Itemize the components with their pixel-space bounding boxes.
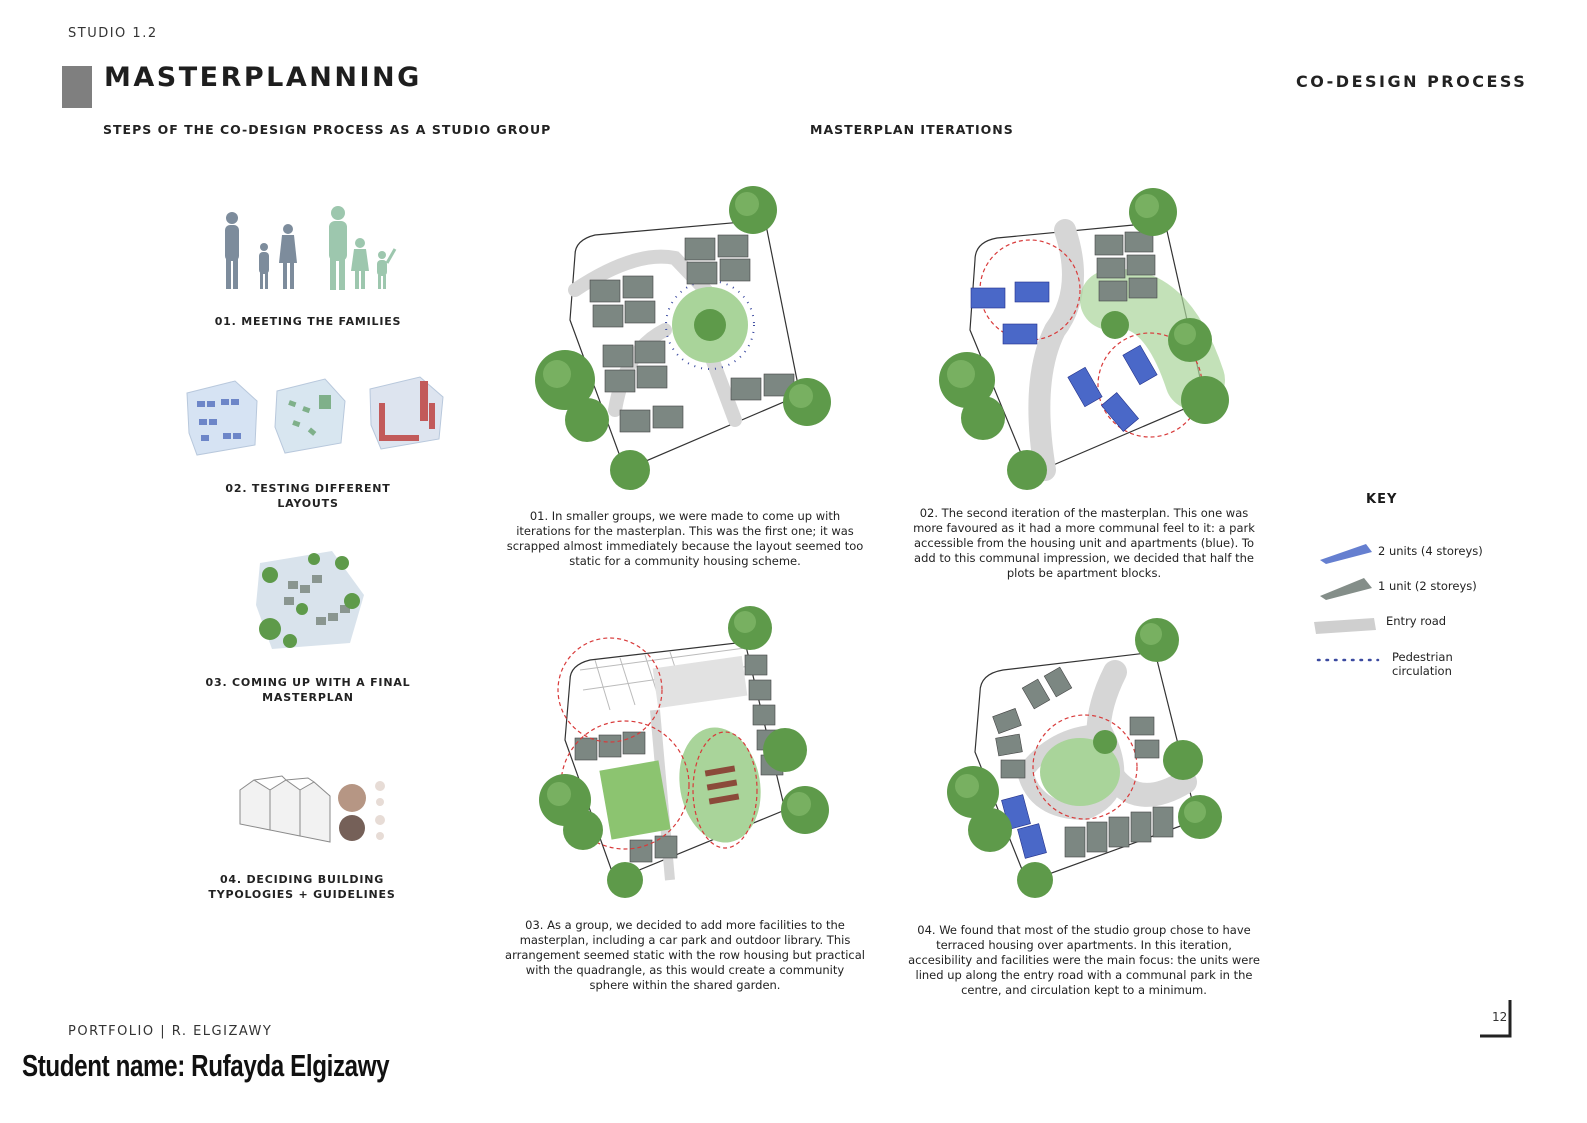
masterplan-iteration-1 [535,180,835,500]
key-swatch-apartment [1316,540,1376,566]
key-label-apartment: 2 units (4 storeys) [1378,544,1483,558]
masterplan-iteration-3 [535,600,835,910]
iteration-4-caption: 04. We found that most of the studio group chose to have terraced housing over apartments. In this iteration, accesibility and facilities were the main focus: the units were lined up along the entry road with a communal park in the centre, and circulation kept to a minimum. [908,923,1260,997]
iterations-heading: MASTERPLAN ITERATIONS [810,122,1014,137]
key-label-entry-road: Entry road [1386,614,1447,628]
layouts-sketch-icon [185,373,445,458]
title-marker [62,66,92,108]
final-masterplan-sketch-icon [252,545,372,655]
page-number: 12 [1492,1010,1508,1024]
key-label-house: 1 unit (2 storeys) [1378,579,1477,593]
section-title: CO-DESIGN PROCESS [1296,72,1528,91]
key-title: KEY [1366,492,1398,507]
families-silhouette-icon [210,205,410,300]
key-label-pedestrian: Pedestrian circulation [1392,650,1453,678]
step-1-label: 01. MEETING THE FAMILIES [214,315,402,328]
page-corner-mark [1478,998,1518,1042]
iteration-2-caption: 02. The second iteration of the masterplan. This one was more favoured as it had a more communal feel to it: a park accessible from the housing unit and apartments (blue). To add to this communal impression, we decided that half the plots be apartment blocks. [913,506,1255,580]
key-swatch-entry-road [1312,614,1378,636]
key-swatch-house [1316,574,1376,602]
steps-heading: STEPS OF THE CO-DESIGN PROCESS AS A STUDIO GROUP [103,122,552,137]
key-swatch-pedestrian [1316,654,1380,666]
portfolio-footer: PORTFOLIO | R. ELGIZAWY [68,1024,273,1039]
student-name: Student name: Rufayda Elgizawy [22,1048,390,1083]
iteration-1-caption: 01. In smaller groups, we were made to come up with iterations for the masterplan. This was the first one; it was scrapped almost immediately because the layout seemed too static for a community housing scheme. [506,509,864,568]
page-title: MASTERPLANNING [104,62,422,93]
masterplan-iteration-2 [935,180,1245,500]
iteration-3-caption: 03. As a group, we decided to add more facilities to the masterplan, including a car park and outdoor library. This arrangement seemed static with the row housing but practical with the quadrangle, as this would create a community sphere within the shared garden. [505,918,865,992]
studio-label: STUDIO 1.2 [68,26,158,41]
step-3-label: 03. COMING UP WITH A FINAL MASTERPLAN [205,676,411,704]
step-2-label: 02. TESTING DIFFERENT LAYOUTS [225,482,391,510]
typologies-sketch-icon [238,774,398,854]
masterplan-iteration-4 [935,612,1245,912]
step-4-label: 04. DECIDING BUILDING TYPOLOGIES + GUIDELINES [208,873,396,901]
